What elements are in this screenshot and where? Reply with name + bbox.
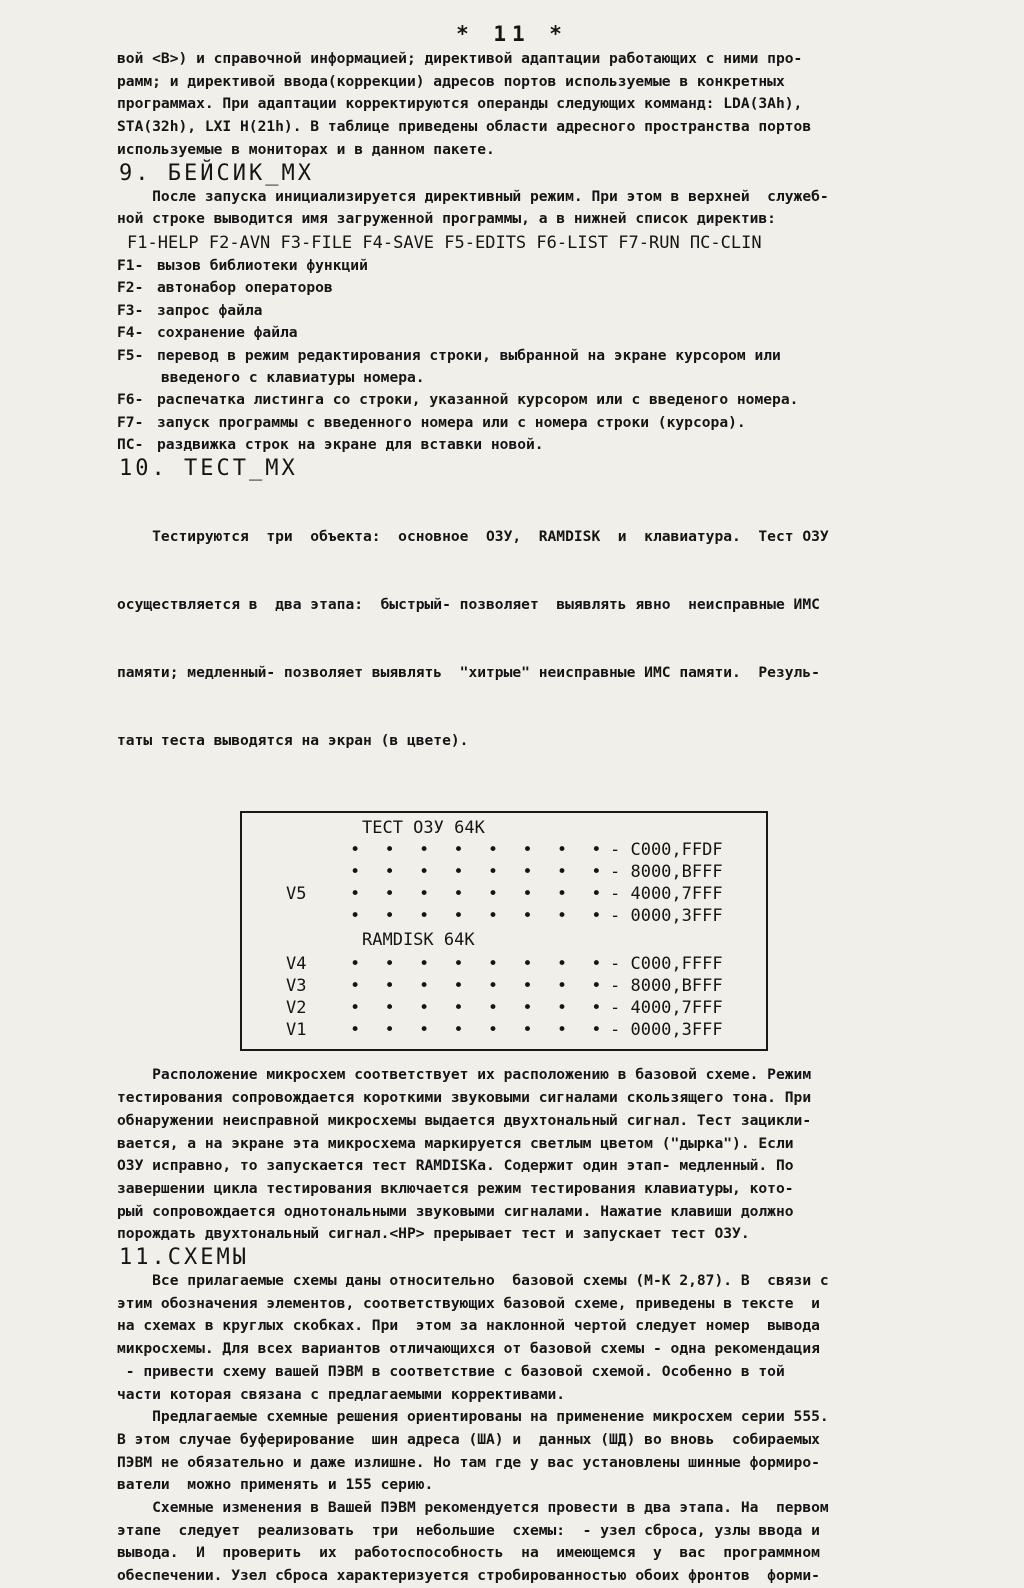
text-line: Предлагаемые схемные решения ориентированы на применение микросхем серии 555. [117,1408,829,1426]
text-line: этим обозначения элементов, соответствующих базовой схеме, приведены в тексте и [117,1294,820,1312]
text-line: STA(32h), LXI H(21h). В таблице приведены области адресного пространства портов [117,118,812,136]
test-row [242,839,766,861]
address-range: - C000,FFDF [610,840,723,861]
text-line: В этом случае буферирование шин адреса (ША) и данных (ШД) во вновь собираемых [117,1430,820,1448]
chip-row-label: V5 [286,884,307,905]
chip-dots: • • • • • • • • [350,884,609,905]
text-line: Расположение микросхем соответствует их расположению в базовой схеме. Режим [117,1066,812,1084]
key-label: F4- [117,324,144,342]
text-line: рамм; и директивой ввода(коррекции) адресов портов используемые в конкретных [117,72,785,90]
function-key-item [117,255,967,277]
key-description: раздвижка строк на экране для вставки новой. [157,436,544,454]
chip-dots: • • • • • • • • [350,954,609,975]
key-label: F5- [117,346,144,364]
key-label: F2- [117,279,144,297]
function-key-item [117,434,967,456]
intro-paragraph [117,48,967,162]
text-line: Все прилагаемые схемы даны относительно базовой схемы (М-К 2,87). В связи с [117,1272,829,1290]
address-range: - C000,FFFF [610,954,723,975]
text-line: памяти; медленный- позволяет выявлять "хитрые" неисправные ИМС памяти. Резуль- [117,664,820,682]
text-line: этапе следует реализовать три небольшие схемы: - узел сброса, узлы ввода и [117,1521,820,1539]
text-line: части которая связана с предлагаемыми коррективами. [117,1385,566,1403]
text-line: микросхемы. Для всех вариантов отличающихся от базовой схемы - одна рекомендация [117,1340,820,1358]
page-body [117,48,967,1588]
section-10-paragraph [117,481,967,799]
function-key-item [117,277,967,299]
test-row [242,997,766,1019]
text-line: Тестируются три объекта: основное ОЗУ, RAMDISK и клавиатура. Тест ОЗУ [117,527,829,545]
key-label: F6- [117,391,144,409]
function-key-item [117,389,967,411]
section-11-heading: 11.СХЕМЫ [119,1245,249,1271]
key-description: автонабор операторов [157,279,333,297]
text-line: Схемные изменения в Вашей ПЭВМ рекомендуется провести в два этапа. На первом [117,1499,829,1517]
page-number: * 11 * [456,22,568,46]
section-11-paragraph-3 [117,1497,967,1588]
text-line: используемые в мониторах и в данном пакете. [117,140,495,158]
text-line: завершении цикла тестирования включается режим тестирования клавиатуры, кото- [117,1179,794,1197]
test-row [242,905,766,927]
text-line: ОЗУ исправно, то запускается тест RAMDISKа. Содержит один этап- медленный. По [117,1157,794,1175]
key-description: сохранение файла [157,324,298,342]
text-line: - привести схему вашей ПЭВМ в соответствие с базовой схемой. Особенно в той [117,1362,785,1380]
function-key-item [117,300,967,322]
ramdisk-test-title: RAMDISK 64K [362,930,475,951]
key-description: перевод в режим редактирования строки, выбранной на экране курсором или [157,346,781,364]
text-line: ной строке выводится имя загруженной программы, а в нижней список директив: [117,210,776,228]
key-label: F3- [117,301,144,319]
test-row [242,1019,766,1041]
test-row [242,953,766,975]
section-10-paragraph-2 [117,1064,967,1246]
text-line: обеспечении. Узел сброса характеризуется стробированностью обоих фронтов форми- [117,1567,820,1585]
chip-dots: • • • • • • • • [350,976,609,997]
section-9-heading: 9. БЕЙСИК_МХ [119,160,314,186]
ozu-test-title: ТЕСТ ОЗУ 64К [362,818,485,839]
text-line: осуществляется в два этапа: быстрый- позволяет выявлять явно неисправные ИМС [117,596,820,614]
address-range: - 8000,BFFF [610,862,723,883]
chip-dots: • • • • • • • • [350,998,609,1019]
function-key-item [117,345,967,367]
function-key-item [117,322,967,344]
section-10-heading: 10. ТЕСТ_МХ [119,455,298,481]
text-line: вается, а на экране эта микросхема маркируется светлым цветом ("дырка"). Если [117,1134,794,1152]
chip-row-label: V1 [286,1020,307,1041]
text-line: вой <В>) и справочной информацией; директивой адаптации работающих с ними про- [117,50,803,67]
key-label: ПС- [117,436,144,454]
text-line: ПЭВМ не обязательно и даже излишне. Но там где у вас установлены шинные формиро- [117,1453,820,1471]
key-description: запуск программы с введенного номера или с номера строки (курсора). [157,413,746,431]
address-range: - 4000,7FFF [610,998,723,1019]
address-range: - 0000,3FFF [610,1020,723,1041]
address-range: - 8000,BFFF [610,976,723,997]
chip-row-label: V3 [286,976,307,997]
test-row [242,975,766,997]
section-11-paragraph [117,1270,967,1406]
text-line: тестирования сопровождается короткими звуковыми сигналами скользящего тона. При [117,1089,812,1107]
function-keys-line: F1-HELP F2-AVN F3-FILE F4-SAVE F5-EDITS F6-LIST F7-RUN ПС-CLIN [127,232,762,253]
chip-row-label: V4 [286,954,307,975]
key-description: вызов библиотеки функций [157,256,368,274]
text-line: вывода. И проверить их работоспособность на имеющемся у вас программном [117,1544,820,1562]
key-label: F7- [117,413,144,431]
address-range: - 4000,7FFF [610,884,723,905]
text-line: обнаружении неисправной микросхемы выдается двухтональный сигнал. Тест зацикли- [117,1111,812,1129]
text-line: на схемах в круглых скобках. При этом за наклонной чертой следует номер вывода [117,1317,820,1335]
address-range: - 0000,3FFF [610,906,723,927]
text-line: программах. При адаптации корректируются операнды следующих комманд: LDA(3Ah), [117,95,803,113]
section-11-paragraph-2 [117,1406,967,1497]
chip-dots: • • • • • • • • [350,906,609,927]
text-line: таты теста выводятся на экран (в цвете). [117,732,469,750]
section-9-paragraph [117,186,967,231]
text-line: рый сопровождается однотональными звуковыми сигналами. Нажатие клавиши должно [117,1202,794,1220]
key-label [117,367,157,389]
test-row [242,861,766,883]
text-line: порождать двухтональный сигнал.<НР> прерывает тест и запускает тест ОЗУ. [117,1225,750,1243]
text-line: После запуска инициализируется директивный режим. При этом в верхней служеб- [117,187,829,205]
chip-row-label: V2 [286,998,307,1019]
function-key-item [117,367,967,389]
chip-dots: • • • • • • • • [350,840,609,861]
chip-dots: • • • • • • • • [350,862,609,883]
function-key-item [117,412,967,434]
key-description: запрос файла [157,301,263,319]
memory-test-screen [240,811,768,1051]
key-description: введеного с клавиатуры номера. [161,368,425,386]
text-line: ватели можно применять и 155 серию. [117,1476,434,1494]
key-description: распечатка листинга со строки, указанной курсором или с введеного номера. [157,391,799,409]
test-row [242,883,766,905]
key-label: F1- [117,256,144,274]
function-key-list [117,255,967,457]
chip-dots: • • • • • • • • [350,1020,609,1041]
